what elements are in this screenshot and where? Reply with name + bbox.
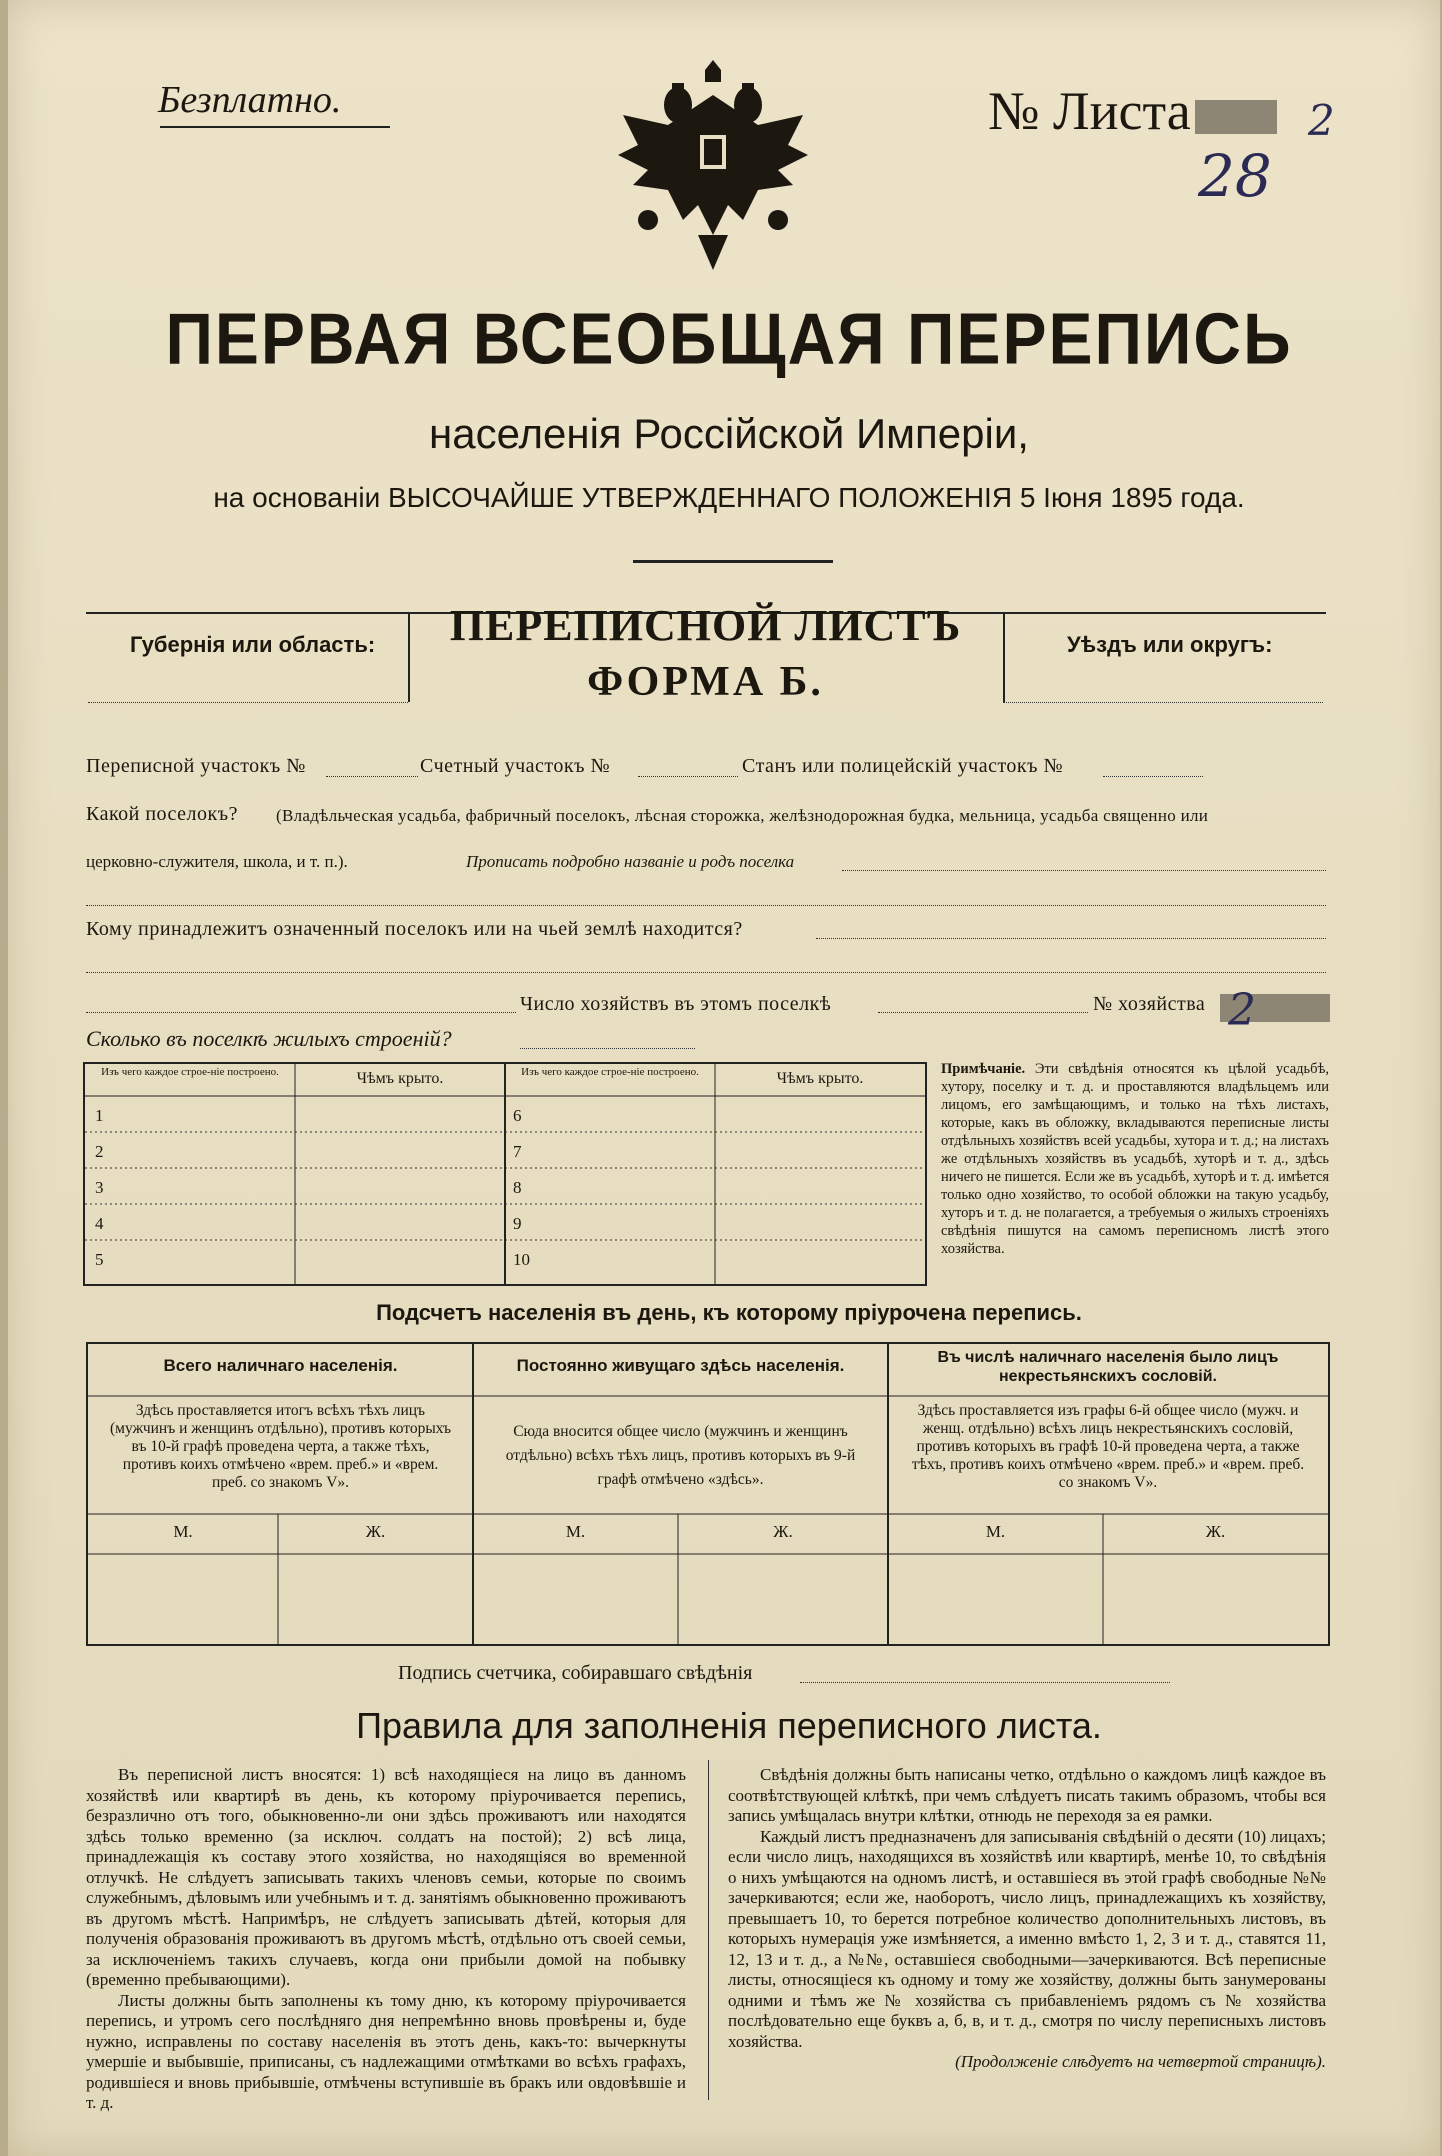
signature-field[interactable] <box>800 1682 1170 1683</box>
legal-basis: на основаніи ВЫСОЧАЙШЕ УТВЕРЖДЕННАГО ПОЛОЖЕНІЯ 5 Іюня 1895 года. <box>213 482 1245 513</box>
counting-area-label: Счетный участокъ № <box>420 755 611 777</box>
counting-area-field[interactable] <box>638 776 738 777</box>
settlement-hint-2: церковно-служителя, школа, и т. п.). <box>86 852 348 871</box>
resident-female-field[interactable] <box>678 1554 888 1644</box>
free-label: Безплатно. <box>158 79 342 121</box>
row-number: 1 <box>95 1106 104 1125</box>
female-label: Ж. <box>365 1522 386 1541</box>
note-text: Эти свѣдѣнія относятся къ цѣлой усадьбѣ, хутору, поселку и т. д. и проставляются владѣльцемъ или лицомъ, его замѣщающимъ, и только на тѣхъ листахъ, которые, какъ въ обложку, вкладываются переписные листы отдѣльныхъ хозяйствъ всей усадьбы, хутора и т. д.; на листахъ же отдѣльныхъ хозяйствъ въ усадьбѣ, хуторѣ и т. д., здѣсь ничего не пишется. Если же въ усадьбѣ, хуторѣ и т. д. имѣется только одно хозяйство, то особой обложки на такую усадьбу, хуторъ и т. д. не полагается, а требуемыя о жилыхъ строеніяхъ свѣдѣнія пишутся на самомъ переписномъ листѣ этого хозяйства. <box>941 1061 1330 1257</box>
province-field[interactable]: Губернія или область: <box>86 612 410 702</box>
owner-field[interactable] <box>816 938 1326 939</box>
settlement-field-2[interactable] <box>86 905 1326 906</box>
buildings-table <box>83 1062 927 1286</box>
double-headed-eagle-emblem <box>608 55 818 285</box>
population-table <box>86 1342 1330 1646</box>
female-label: Ж. <box>1205 1522 1226 1541</box>
divider <box>633 560 833 563</box>
household-no-label: № хозяйства <box>1093 993 1206 1015</box>
census-form <box>8 0 1440 2156</box>
row-number: 7 <box>513 1142 522 1161</box>
non-peasant-text: Здѣсь проставляется изъ графы 6-й общее число (мужч. и женщ. отдѣльно) всѣхъ лицъ некрестьянскихъ сословій, противъ которыхъ въ графѣ 10-й проведена черта, а также тѣхъ, противъ коихъ отмѣчено «врем. преб.» и «врем. преб. со знакомъ V». <box>911 1402 1305 1491</box>
page-title: ПЕРВАЯ ВСЕОБЩАЯ ПЕРЕПИСЬ <box>165 297 1293 379</box>
roof-header-left: Чѣмъ крыто. <box>356 1070 444 1087</box>
police-area-label: Станъ или полицейскій участокъ № <box>742 755 1064 777</box>
police-area-field[interactable] <box>1103 776 1203 777</box>
material-header-left: Изъ чего каждое строе-ніе построено. <box>101 1066 279 1078</box>
row-number: 2 <box>95 1142 104 1161</box>
total-text: Здѣсь проставляется итогъ всѣхъ тѣхъ лицъ (мужчинъ и женщинъ отдѣльно), противъ которыхъ въ 10-й графѣ проведена черта, а также тѣхъ, противъ коихъ отмѣчено «врем. преб.» и «врем. преб. со знакомъ V». <box>110 1402 451 1491</box>
non-peasant-header: Въ числѣ наличнаго населенія было лицъ некрестьянскихъ сословій. <box>937 1349 1279 1385</box>
households-field[interactable] <box>878 1012 1088 1013</box>
census-area-label: Переписной участокъ № <box>86 755 306 777</box>
resident-header: Постоянно живущаго здѣсь населенія. <box>516 1356 845 1375</box>
rule-paragraph: Свѣдѣнія должны быть написаны четко, отдѣльно о каждомъ лицѣ каждое въ соотвѣтствующей клѣткѣ, при чемъ слѣдуетъ писать такимъ образомъ, чтобы вся запись умѣщалась внутри клѣтки, отнюдь не переходя за ея рамки. <box>728 1765 1326 1825</box>
settlement-label: Какой поселокъ? <box>86 803 238 825</box>
note-label: Примѣчаніе. <box>941 1061 1026 1077</box>
continued-note: (Продолженіе слѣдуетъ на четвертой страницѣ). <box>955 2052 1326 2071</box>
row-number: 6 <box>513 1106 522 1125</box>
row-number: 10 <box>513 1250 530 1269</box>
row-number: 3 <box>95 1178 104 1197</box>
male-label: М. <box>173 1522 193 1541</box>
buildings-grid <box>85 1064 925 1284</box>
row-number: 8 <box>513 1178 522 1197</box>
household-no-value[interactable]: 2 <box>1228 985 1256 1036</box>
male-label: М. <box>985 1522 1006 1541</box>
page-subtitle: населенія Россійской Имперіи, <box>429 410 1029 457</box>
rule-paragraph: Листы должны быть заполнены къ тому дню, къ которому пріурочивается перепись, и утромъ сего послѣдняго дня непремѣнно вновь провѣрены и, буде нужно, исправлены по составу населенія въ этотъ день, какъ-то: вычеркнуты умершіе и выбывшіе, приписаны, съ надлежащими отмѣтками во всѣхъ графахъ, родившіеся и вновь прибывшіе, отмѣчены вступившіе въ бракъ или овдовѣвшіе и т. д. <box>86 1990 686 2112</box>
female-label: Ж. <box>773 1522 793 1541</box>
total-male-field[interactable] <box>88 1554 278 1644</box>
column-divider <box>708 1760 709 2100</box>
total-female-field[interactable] <box>278 1554 473 1644</box>
handwritten-sheet-number: 2 <box>1308 96 1335 145</box>
households-label: Число хозяйствъ въ этомъ поселкѣ <box>520 993 832 1015</box>
rules-left-column <box>86 1765 686 2114</box>
row-number: 5 <box>95 1250 104 1269</box>
total-header: Всего наличнаго населенія. <box>163 1356 398 1375</box>
free-underline <box>160 126 390 128</box>
settlement-hint: (Владѣльческая усадьба, фабричный поселокъ, лѣсная сторожка, желѣзнодорожная будка, мельница, усадьба священно или <box>276 806 1209 825</box>
row-number: 4 <box>95 1214 104 1233</box>
owner-label: Кому принадлежитъ означенный поселокъ или на чьей землѣ находится? <box>86 918 743 940</box>
resident-text: Сюда вносится общее число (мужчинъ и женщинъ отдѣльно) всѣхъ тѣхъ лицъ, противъ которыхъ въ 9-й графѣ отмѣчено «здѣсь». <box>505 1423 856 1488</box>
material-header-right: Изъ чего каждое строе-ніе построено. <box>521 1066 699 1078</box>
district-field[interactable]: Уѣздъ или округъ: <box>1003 612 1328 702</box>
resident-male-field[interactable] <box>473 1554 678 1644</box>
settlement-field[interactable] <box>842 870 1326 871</box>
form-type: ФОРМА Б. <box>587 659 824 705</box>
divider <box>1003 702 1323 703</box>
owner-field-2[interactable] <box>86 972 1326 973</box>
sheet-number: № Листа <box>988 80 1277 142</box>
buildings-label: Сколько въ поселкѣ жилыхъ строеній? <box>86 1026 452 1051</box>
divider <box>88 702 408 703</box>
rule-paragraph: Каждый листъ предназначенъ для записыванія свѣдѣній о десяти (10) лицахъ; если число лицъ, находящихся въ хозяйствѣ или квартирѣ, менѣе 10, то свѣдѣнія о нихъ умѣщаются на одномъ листѣ, и оставшіеся въ этой графѣ свободные №№ зачеркиваются; если же, наоборотъ, число лицъ, принадлежащихъ къ хозяйству, превышаетъ 10, то берется потребное количество дополнительныхъ листовъ, въ которыхъ нумерація уже измѣняется, а именно вмѣсто 1, 2, 3 и т. д., ставятся 11, 12, 13 и т. д., а №№, оставшіеся свободными—зачеркиваются. Всѣ переписные листы, относящіеся къ одному и тому же хозяйству, должны быть занумерованы одними и тѣмъ же № хозяйства съ прибавленіемъ рядомъ съ № хозяйства послѣдовательно еще буквъ а, б, в, и т. д., смотря по числу переписныхъ листовъ хозяйства. <box>728 1826 1326 2051</box>
count-title: Подсчетъ населенія въ день, къ которому пріурочена перепись. <box>376 1300 1082 1325</box>
rules-title: Правила для заполненія переписного листа. <box>356 1705 1102 1746</box>
form-title: ПЕРЕПИСНОЙ ЛИСТЪ <box>449 601 962 650</box>
non-peasant-female-field[interactable] <box>1103 1554 1328 1644</box>
buildings-field[interactable] <box>520 1048 695 1049</box>
roof-header-right: Чѣмъ крыто. <box>776 1070 864 1087</box>
handwritten-number: 28 <box>1198 142 1272 210</box>
male-label: М. <box>565 1522 586 1541</box>
row-number: 9 <box>513 1214 522 1233</box>
rule-paragraph: Въ переписной листъ вносятся: 1) всѣ находящіеся на лицо въ данномъ хозяйствѣ или квартирѣ въ день, къ которому пріурочивается перепись, безразлично отъ того, обыкновенно-ли они здѣсь проживаютъ или находятся здѣсь только временно (за исключ. солдатъ на постой); 2) всѣ лица, принадлежащія къ составу этого хозяйства, но находящіяся во временной отлучкѣ. Не слѣдуетъ записывать такихъ членовъ семьи, которые по своимъ служебнымъ, дѣловымъ или учебнымъ и т. д. занятіямъ обыкновенно проживаютъ въ другомъ мѣстѣ. Напримѣръ, не слѣдуетъ записывать дѣтей, которыя для полученія образованія проживаютъ въ другомъ мѣстѣ, отдѣльно отъ своей семьи, за исключеніемъ такихъ случаевъ, когда они прибыли домой на побывку (временно пребывающими). <box>86 1765 686 1989</box>
signature-label: Подпись счетчика, собиравшаго свѣдѣнія <box>398 1662 753 1684</box>
note <box>941 1060 1329 1258</box>
households-blank <box>86 1012 516 1013</box>
settlement-hint-italic: Прописать подробно названіе и родъ поселка <box>466 852 795 871</box>
rules-right-column <box>728 1765 1326 2073</box>
census-area-field[interactable] <box>326 776 418 777</box>
non-peasant-male-field[interactable] <box>888 1554 1103 1644</box>
